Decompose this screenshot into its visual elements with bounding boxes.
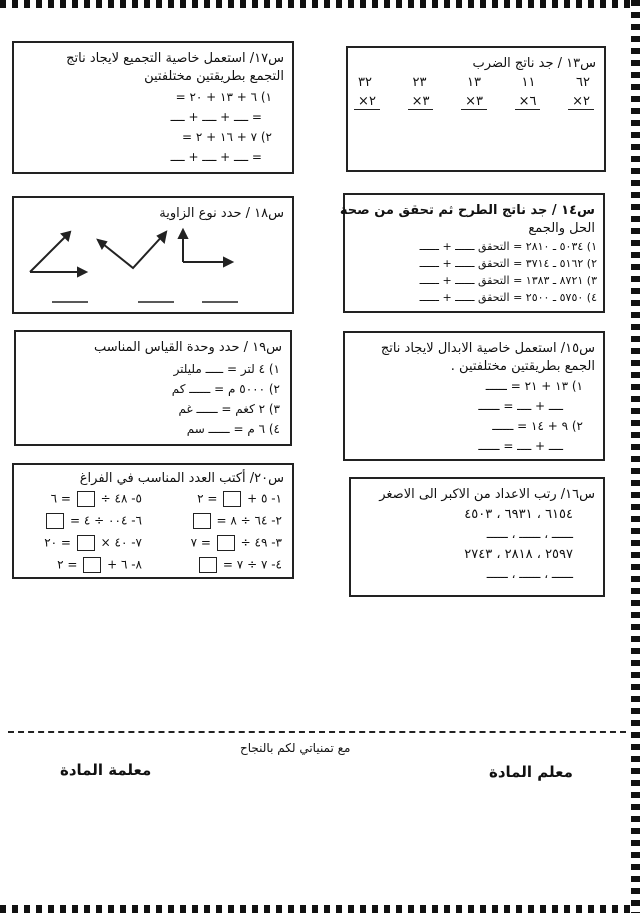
q16-set-1-blanks: ــــــ ، ــــــ ، ــــــ: [486, 527, 573, 541]
q20-item-8-text: ٨- ٦ +: [107, 557, 142, 572]
q20-item-1-result: = ٢: [197, 491, 218, 506]
answer-box[interactable]: [223, 491, 241, 507]
q13-multipliers-row: [354, 94, 594, 110]
question-18-box: [12, 196, 294, 314]
q13-number: ١١: [521, 75, 536, 90]
q20-item-2: [191, 513, 282, 529]
q20-item-2-text: ٢- ٦٤ ÷ ٨ =: [216, 513, 282, 528]
answer-box[interactable]: [77, 491, 95, 507]
q17-title-2: التجمع بطريقتين مختلفتين: [144, 69, 284, 84]
q20-item-3-result: = ٧: [190, 535, 211, 550]
q20-item-5-text: ٥- ٤٨ ÷: [100, 491, 142, 506]
q14-row: ٢) ٥١٦٢ ـ ٣٧١٤ = التحقق ــــــ + ــــــ: [419, 257, 597, 270]
q15-line-2: ٢) ٩ + ١٤ = ــــــ: [492, 419, 583, 433]
q13-title: س١٣ / جد ناتج الضرب: [472, 56, 596, 71]
q17-line-2b: = ــــ + ــــ + ــــ: [170, 150, 262, 164]
question-14-box: [339, 193, 605, 313]
q14-row: ١) ٥٠٣٤ ـ ٢٨١٠ = التحقق ــــــ + ــــــ: [419, 240, 597, 253]
teacher-signature-female: معلمة المادة: [60, 761, 152, 779]
q19-row: ١) ٤ لتر = ـــــ مليلتر: [173, 362, 280, 376]
top-checker-border: [0, 0, 640, 8]
q14-row: ٣) ٨٧٢١ ـ ١٣٨٣ = التحقق ــــــ + ــــــ: [419, 274, 597, 287]
teacher-signature-male: معلم المادة: [489, 763, 573, 781]
q17-title-1: س١٧/ استعمل خاصية التجميع لايجاد ناتج: [66, 51, 284, 66]
q19-row: ٣) ٢ كغم = ــــــ غم: [178, 402, 280, 416]
footer-wish: مع تمنياتي لكم بالنجاح: [240, 741, 351, 755]
question-19-box: [14, 330, 292, 446]
footer-divider: [8, 731, 626, 733]
q15-line-1b: ــــ + ــــ = ــــــ: [478, 399, 563, 413]
q13-multiplier: ٢×: [568, 94, 594, 110]
q15-line-2b: ــــ + ــــ = ــــــ: [478, 439, 563, 453]
question-15-box: [343, 331, 605, 461]
q16-set-1: ٦١٥٤ ، ٦٩٣١ ، ٤٥٠٣: [464, 507, 573, 522]
answer-box[interactable]: [193, 513, 211, 529]
q17-line-1b: = ــــ + ــــ + ــــ: [170, 110, 262, 124]
q19-row: ٢) ٥٠٠٠ م = ــــــ كم: [171, 382, 280, 396]
answer-box[interactable]: [199, 557, 217, 573]
q14-title-1: س١٤ / جد ناتج الطرح ثم تحقق من صحة: [339, 203, 595, 218]
q13-number: ٢٣: [412, 75, 427, 90]
q20-item-7-result: = ٢٠: [44, 535, 71, 550]
q13-multiplier: ٦×: [515, 94, 541, 110]
q13-multiplier: ٣×: [408, 94, 434, 110]
q15-line-1: ١) ١٣ + ٢١ = ــــــ: [485, 379, 583, 393]
q19-row: ٤) ٦ م = ــــــ سم: [186, 422, 280, 436]
q15-title-1: س١٥/ استعمل خاصية الابدال لايجاد ناتج: [380, 341, 595, 356]
q13-number: ٦٢: [576, 75, 590, 90]
q16-title: س١٦/ رتب الاعداد من الاكبر الى الاصغر: [379, 487, 595, 502]
q13-number: ٣٢: [358, 75, 372, 90]
answer-box[interactable]: [217, 535, 235, 551]
q16-set-2-blanks: ــــــ ، ــــــ ، ــــــ: [486, 567, 573, 581]
q20-item-5-result: = ٦: [50, 491, 71, 506]
question-13-box: [346, 46, 606, 172]
q20-title: س٢٠/ أكتب العدد المناسب في الفراغ: [79, 471, 284, 486]
question-16-box: [349, 477, 605, 597]
q14-row: ٤) ٥٧٥٠ ـ ٢٥٠٠ = التحقق ــــــ + ــــــ: [419, 291, 597, 304]
q17-line-1: ١) ٦ + ١٣ + ٢٠ =: [175, 90, 272, 104]
answer-box[interactable]: [83, 557, 101, 573]
answer-box[interactable]: [46, 513, 64, 529]
q20-item-1: [197, 491, 282, 507]
q20-item-4: [197, 557, 282, 573]
q20-item-7: [44, 535, 142, 551]
q13-multiplier: ٣×: [461, 94, 487, 110]
q14-title-2: الحل والجمع: [528, 221, 595, 236]
q20-item-6-text: ٦- ٠٠٤ ÷ ٤ =: [70, 513, 142, 528]
q20-item-8-result: = ٢: [57, 557, 78, 572]
q20-item-8: [57, 557, 142, 573]
question-17-box: [12, 41, 294, 174]
right-checker-border: [631, 0, 640, 913]
q20-item-7-text: ٧- ٤٠ ×: [100, 535, 142, 550]
answer-box[interactable]: [77, 535, 95, 551]
q20-item-3-text: ٣- ٤٩ ÷: [240, 535, 282, 550]
q20-item-5: [51, 491, 142, 507]
q13-multiplier: ٢×: [354, 94, 380, 110]
q15-title-2: الجمع بطريقتين مختلفتين .: [450, 359, 595, 374]
bottom-checker-border: [0, 905, 640, 913]
q18-title: س١٨ / حدد نوع الزاوية: [159, 206, 284, 221]
q20-item-6: [44, 513, 142, 529]
q19-title: س١٩ / حدد وحدة القياس المناسب: [93, 340, 282, 355]
q20-item-4-text: ٤- ٧ ÷ ٧ =: [222, 557, 282, 572]
question-20-box: [12, 463, 294, 579]
q13-numbers-row: [358, 75, 590, 90]
q13-number: ١٣: [467, 75, 481, 90]
angle-figures: [18, 220, 288, 310]
q17-line-2: ٢) ٧ + ١٦ + ٢ =: [182, 130, 272, 144]
q20-item-3: [191, 535, 282, 551]
q20-item-1-text: ١- ٥ +: [247, 491, 282, 506]
q16-set-2: ٢٥٩٧ ، ٢٨١٨ ، ٢٧٤٣: [464, 547, 573, 562]
